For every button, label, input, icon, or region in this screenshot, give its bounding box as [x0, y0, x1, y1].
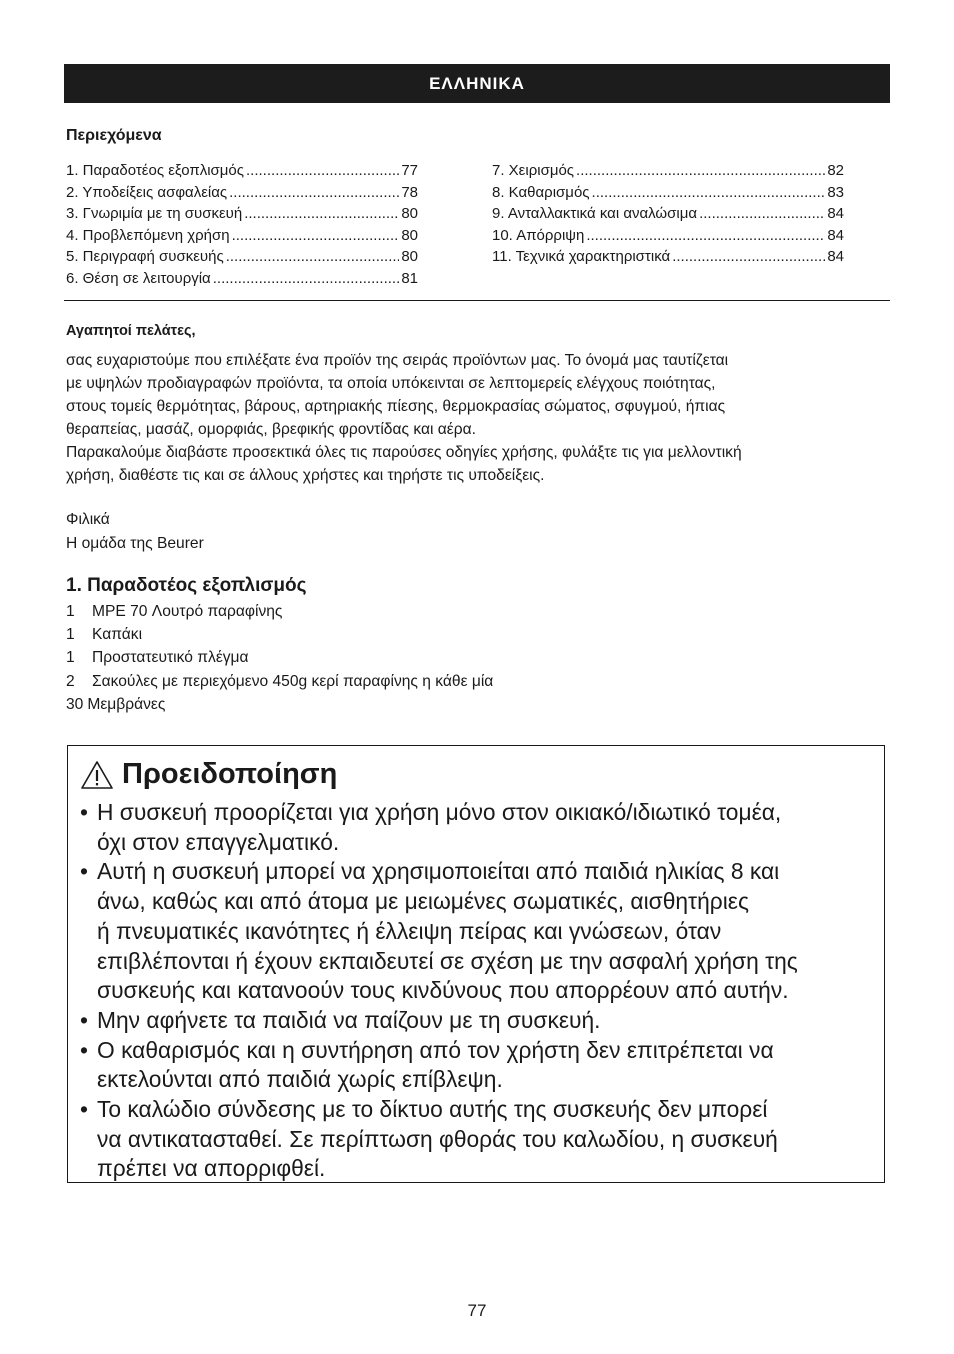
warning-title: Προειδοποίηση	[122, 758, 338, 790]
bullet: •	[80, 1096, 88, 1123]
toc-entry-page: 81	[401, 269, 418, 287]
warning-item	[80, 798, 880, 857]
warning-item-text: Μην αφήνετε τα παιδιά να παίζουν με τη συσκευή.	[97, 1006, 601, 1033]
toc-entry-label: 8. Καθαρισμός	[492, 183, 590, 201]
delivery-list	[66, 603, 493, 719]
intro-line: θεραπείας, μασάζ, ομορφιάς, βρεφικής φροντίδας και αέρα.	[66, 421, 476, 438]
item-text: Μεμβράνες	[87, 695, 166, 713]
intro-line: Παρακαλούμε διαβάστε προσεκτικά όλες τις παρούσες οδηγίες χρήσης, φυλάξτε τις για μελλοντική	[66, 444, 742, 461]
toc-entry-page: 82	[827, 162, 844, 179]
warning-box	[67, 745, 885, 1183]
toc-entry[interactable]	[492, 162, 844, 184]
toc-leader-dots	[232, 227, 400, 244]
toc-entry[interactable]	[66, 270, 418, 292]
toc-entry-label: 9. Ανταλλακτικά και αναλώσιμα	[492, 205, 698, 223]
toc-entry[interactable]	[66, 184, 418, 206]
signoff	[66, 508, 204, 556]
signoff-team: Η ομάδα της Beurer	[66, 535, 204, 552]
bullet: •	[80, 799, 88, 825]
warning-item	[80, 1036, 880, 1095]
toc-leader-dots	[699, 205, 825, 222]
list-item	[66, 626, 493, 649]
toc-entry[interactable]	[66, 227, 418, 249]
delivery-section-title: 1. Παραδοτέος εξοπλισμός	[66, 575, 307, 596]
toc-entry-label: 5. Περιγραφή συσκευής	[66, 248, 224, 266]
toc-leader-dots	[213, 270, 400, 287]
toc-entry-page: 84	[827, 226, 844, 244]
toc-leader-dots	[244, 205, 399, 222]
bullet: •	[80, 1036, 88, 1063]
warning-item	[80, 1006, 880, 1036]
intro-line: με υψηλών προδιαγραφών προϊόντα, τα οποία υπόκεινται σε λεπτομερείς ελέγχους ποιότητας,	[66, 375, 716, 392]
warning-triangle-icon	[80, 760, 114, 790]
toc-entry-label: 3. Γνωριμία με τη συσκευή	[66, 205, 243, 223]
list-item	[66, 649, 493, 672]
warning-item	[80, 857, 880, 1006]
item-text: Καπάκι	[92, 626, 143, 644]
warning-list	[80, 798, 880, 1184]
toc-leader-dots	[246, 162, 399, 179]
item-text: Προστατευτικό πλέγμα	[92, 649, 249, 667]
page-number: 77	[467, 1301, 487, 1320]
warning-item-text: Η συσκευή προορίζεται για χρήση μόνο στον οικιακό/ιδιωτικό τομέα, όχι στον επαγγελματικό.	[97, 799, 782, 855]
toc-entry[interactable]	[66, 162, 418, 184]
toc-leader-dots	[229, 184, 399, 201]
toc-title: Περιεχόμενα	[66, 127, 162, 144]
toc-entry-label: 11. Τεχνικά χαρακτηριστικά	[492, 248, 671, 266]
toc-leader-dots	[592, 184, 826, 201]
item-quantity: 1	[66, 626, 75, 644]
section-divider	[64, 300, 890, 301]
toc-entry-page: 80	[401, 248, 418, 266]
toc-entry[interactable]	[492, 248, 844, 270]
bullet: •	[80, 858, 88, 885]
toc-entry-page: 84	[827, 248, 844, 266]
toc-entry-label: 7. Χειρισμός	[492, 162, 575, 179]
toc-entry-label: 4. Προβλεπόμενη χρήση	[66, 226, 230, 244]
warning-item-text: Αυτή η συσκευή μπορεί να χρησιμοποιείται από παιδιά ηλικίας 8 και άνω, καθώς και από άτομα με μειωμένες σωματικές, αισθητήριες ή πνευματικές ικανότητες ή έλλειψη πείρας και γνώσεων, όταν επιβλέπονται ή έχουν εκπαιδευτεί σε σχέση με την ασφαλή χρήση της συσκευής και κατανοούν τους κινδύνους που απορρέουν από αυτήν.	[97, 858, 798, 1004]
toc-entry-page: 84	[827, 205, 844, 223]
intro-line: στους τομείς θερμότητας, βάρους, αρτηριακής πίεσης, θερμοκρασίας σώματος, σφυγμού, ήπιας	[66, 398, 726, 415]
toc-column-left	[66, 162, 418, 292]
item-quantity: 2	[66, 672, 75, 690]
item-quantity: 30	[66, 695, 84, 713]
warning-item	[80, 1095, 880, 1184]
bullet: •	[80, 1006, 88, 1033]
item-text: MPE 70 Λουτρό παραφίνης	[92, 603, 283, 620]
toc-leader-dots	[576, 162, 825, 179]
item-quantity: 1	[66, 603, 75, 620]
toc-entry[interactable]	[66, 248, 418, 270]
item-quantity: 1	[66, 649, 75, 667]
greeting: Αγαπητοί πελάτες,	[66, 323, 196, 339]
toc-leader-dots	[672, 248, 825, 265]
toc-entry[interactable]	[492, 227, 844, 249]
intro-paragraph	[66, 349, 896, 487]
toc-entry-label: 10. Απόρριψη	[492, 226, 585, 244]
toc-entry-page: 77	[401, 162, 418, 179]
toc-entry-label: 1. Παραδοτέος εξοπλισμός	[66, 162, 245, 179]
list-item	[66, 603, 493, 626]
toc-leader-dots	[226, 248, 400, 265]
toc-entry-label: 2. Υποδείξεις ασφαλείας	[66, 183, 228, 201]
toc-entry-page: 78	[401, 183, 418, 201]
toc-entry-label: 6. Θέση σε λειτουργία	[66, 269, 211, 287]
language-label: ΕΛΛΗΝΙΚΑ	[429, 73, 525, 93]
intro-line: σας ευχαριστούμε που επιλέξατε ένα προϊόν της σειράς προϊόντων μας. Το όνομά μας ταυτίζεται	[66, 352, 729, 369]
toc-entry-page: 83	[827, 183, 844, 201]
list-item	[66, 696, 493, 719]
warning-item-text: Το καλώδιο σύνδεσης με το δίκτυο αυτής της συσκευής δεν μπορεί να αντικατασταθεί. Σε περίπτωση φθοράς του καλωδίου, η συσκευή πρέπει να απορριφθεί.	[97, 1096, 778, 1182]
intro-line: χρήση, διαθέστε τις και σε άλλους χρήστες και τηρήστε τις υποδείξεις.	[66, 467, 545, 484]
list-item	[66, 673, 493, 696]
toc-leader-dots	[586, 227, 825, 244]
item-text: Σακούλες με περιεχόμενο 450g κερί παραφίνης η κάθε μία	[92, 672, 494, 690]
toc-entry[interactable]	[492, 205, 844, 227]
warning-item-text: Ο καθαρισμός και η συντήρηση από τον χρήστη δεν επιτρέπεται να εκτελούνται από παιδιά χωρίς επίβλεψη.	[97, 1036, 774, 1093]
toc-entry-page: 80	[401, 205, 418, 223]
toc-entry[interactable]	[66, 205, 418, 227]
toc-column-right	[492, 162, 844, 270]
language-header	[64, 64, 890, 103]
signoff-greeting: Φιλικά	[66, 511, 110, 528]
toc-entry-page: 80	[401, 226, 418, 244]
toc-entry[interactable]	[492, 184, 844, 206]
warning-header	[80, 758, 337, 791]
